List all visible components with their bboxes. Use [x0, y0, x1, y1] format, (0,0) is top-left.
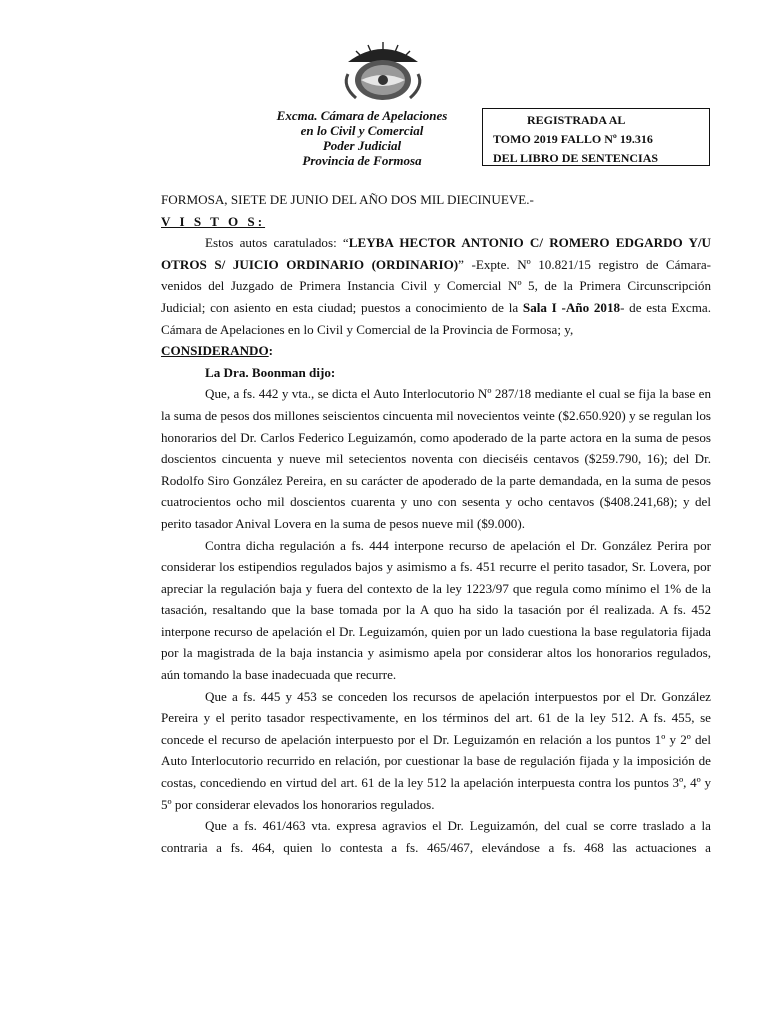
- vistos-heading-text: V I S T O S:: [161, 213, 266, 229]
- body-paragraph: Contra dicha regulación a fs. 444 interpone recurso de apelación el Dr. González Perira por considerar los estipendios regulados bajos y asimismo a fs. 451 recurre el perito tasador, Sr. Lovera, por apreciar la regulación baja y fuera del contexto de la ley 1223/97 que regula como mínimo el 1% de la tasación, resaltando que la base tomada por la A quo ha sido la tasación por él realizada. A fs. 452 interpone recurso de apelación el Dr. Leguizamón, quien por un lado cuestiona la base regulatoria fijada por la magistrada de la baja instancia y asimismo apela por considerar altos los honorarios regulados, aún tomando la base inadecuada que recurre.: [161, 537, 711, 683]
- speaker-line: La Dra. Boonman dijo:: [205, 364, 336, 380]
- vistos-text: Estos autos caratulados: “: [205, 235, 349, 251]
- registry-box: [482, 108, 710, 166]
- sala-label: Sala I -Año 2018: [522, 299, 621, 315]
- considerando-heading: [161, 340, 711, 362]
- vistos-text: ” -Expte. Nº 10.821/15 registro de Cámara- venidos del Juzgado de Primera Instancia Civil y Comercial Nº 5, de la Primera Circunscripción Judicial; con asiento en esta ciudad; puestos a conocimiento de la: [161, 256, 712, 315]
- body-paragraph: Que a fs. 445 y 453 se conceden los recursos de apelación interpuestos por el Dr. González Pereira y el perito tasador respectivamente, en los términos del art. 61 de la ley 512. A fs. 455, se concede el recurso de apelación interpuesto por el Dr. Leguizamón en relación a los puntos 1º y 2º del Auto Interlocutorio recurrido en relación, por cuestionar la base de regulación fijada y la imposición de costas, concediendo en virtud del art. 61 de la ley 512 la apelación interpuesta contra los puntos 3º, 4º y 5º por considerar elevados los honorarios regulados.: [161, 688, 711, 812]
- document-body: [161, 189, 711, 858]
- considerando-heading-text: CONSIDERANDO: [161, 343, 269, 359]
- date-line: FORMOSA, SIETE DE JUNIO DEL AÑO DOS MIL DIECINUEVE.-: [161, 192, 534, 207]
- institution-line: Excma. Cámara de Apelaciones: [276, 108, 448, 123]
- registry-line: REGISTRADA AL: [527, 113, 626, 127]
- institution-line: Provincia de Formosa: [302, 153, 422, 168]
- vistos-heading: [161, 211, 711, 233]
- considerando-colon: :: [268, 343, 274, 359]
- body-paragraph: Que a fs. 461/463 vta. expresa agravios el Dr. Leguizamón, del cual se corre traslado a la contraria a fs. 464, quien lo contesta a fs. 465/467, elevándose a fs. 468 las actuaciones a: [161, 818, 711, 855]
- case-title: LEYBA HECTOR ANTONIO C/ ROMERO EDGARDO Y/U OTROS S/ JUICIO ORDINARIO (ORDINARIO): [161, 235, 711, 272]
- vistos-paragraph: [161, 232, 711, 340]
- institution-line: en lo Civil y Comercial: [300, 123, 424, 138]
- registry-line: TOMO 2019 FALLO Nº 19.316: [493, 132, 653, 146]
- coat-of-arms-icon: [338, 40, 428, 102]
- registry-line: DEL LIBRO DE SENTENCIAS: [493, 151, 659, 165]
- institution-line: Poder Judicial: [322, 138, 402, 153]
- vistos-text: - de esta Excma. Cámara de Apelaciones en lo Civil y Comercial de la Provincia de Formosa; y,: [161, 299, 711, 337]
- institution-header: [262, 108, 462, 168]
- body-paragraph: Que, a fs. 442 y vta., se dicta el Auto Interlocutorio Nº 287/18 mediante el cual se fija la base en la suma de pesos dos millones seiscientos cincuenta mil novecientos veinte ($2.650.920) y se regulan los honorarios del Dr. Carlos Federico Leguizamón, como apoderado de la parte actora en la suma de pesos doscientos cincuenta y nueve mil setecientos noventa con dieciséis centavos ($259.790, 16); del Dr. Rodolfo Siro González Pereira, en su carácter de apoderado de la parte demandada, en la suma de pesos cuatrocientos ocho mil doscientos cuarenta y uno con sesenta y ocho centavos ($408.241,68); y del perito tasador Anival Lovera en la suma de pesos nueve mil ($9.000).: [161, 386, 711, 531]
